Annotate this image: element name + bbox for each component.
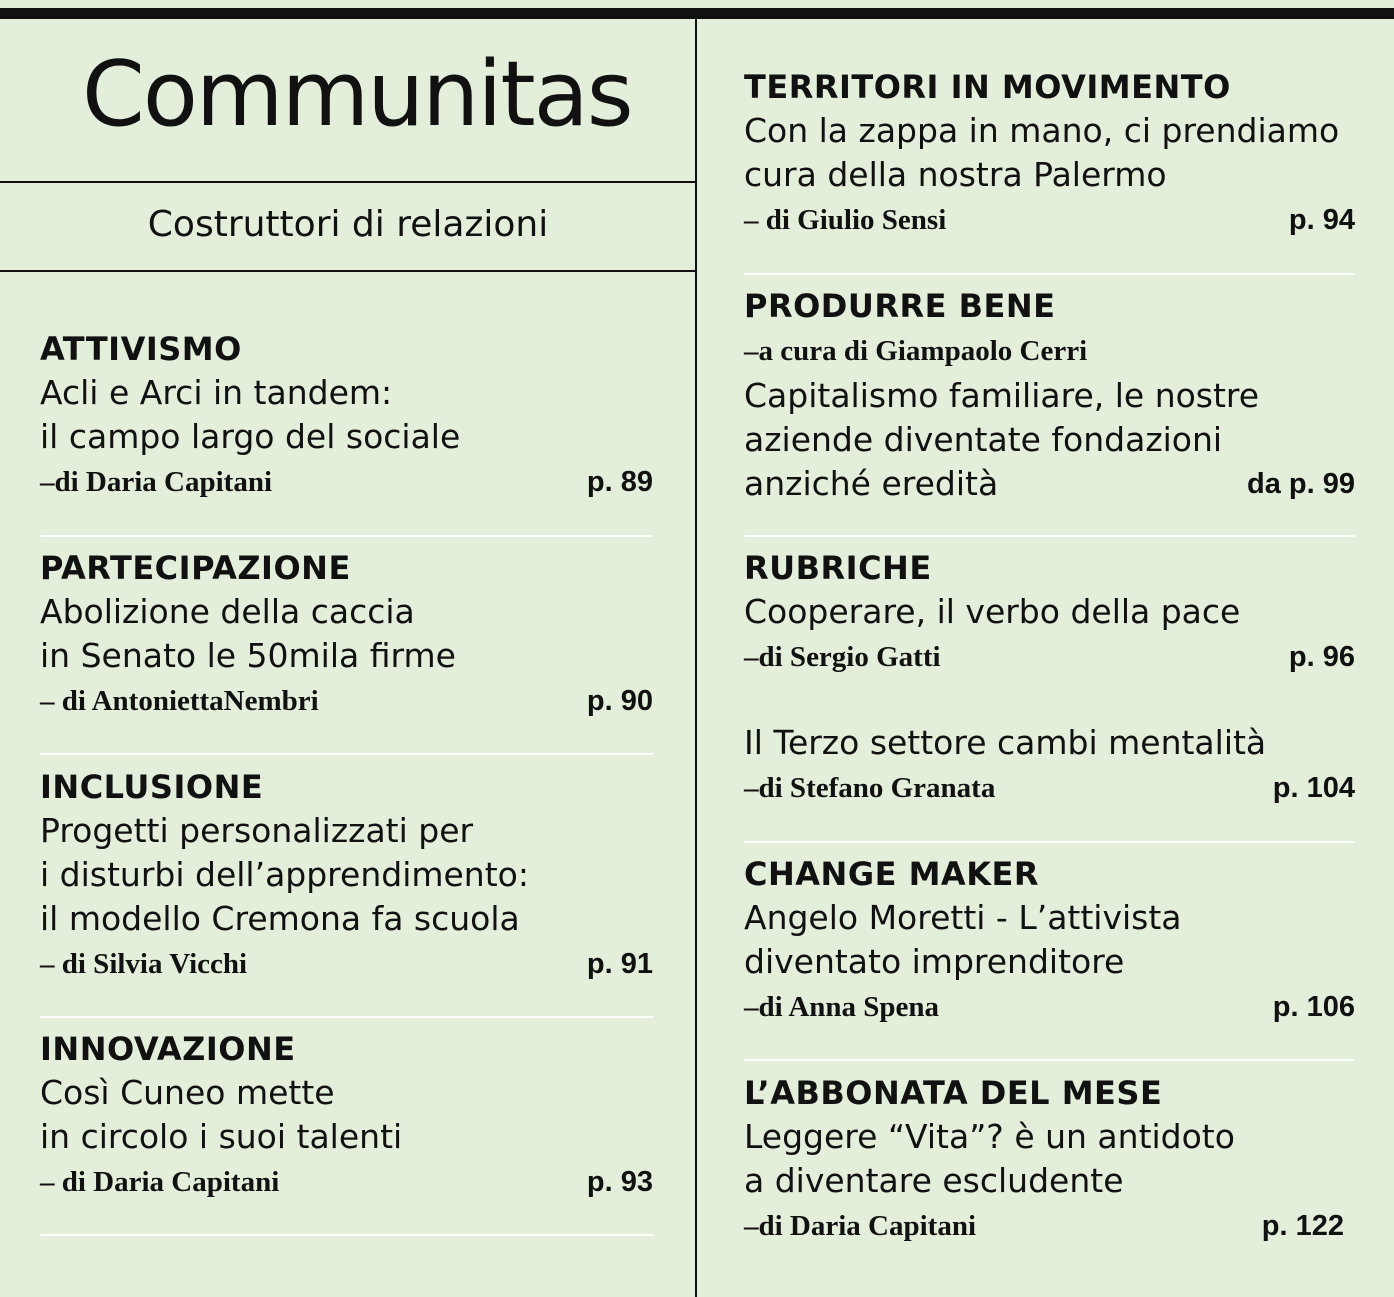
- entry-page: p. 94: [1288, 204, 1355, 236]
- entry-separator: [40, 1234, 653, 1236]
- entry-title: Capitalismo familiare, le nostre aziende diventate fondazioni anziché eredità: [744, 376, 1260, 503]
- entry-title: Progetti personalizzati per i disturbi dell’apprendimento: il modello Cremona fa scuola: [40, 811, 529, 938]
- entry-author: – di Giulio Sensi: [744, 204, 947, 236]
- entry-category: INCLUSIONE: [40, 768, 264, 806]
- toc-entry-rubriche[interactable]: [744, 546, 1355, 680]
- entry-title: Con la zappa in mano, ci prendiamo cura della nostra Palermo: [744, 111, 1340, 194]
- entry-author: –di Daria Capitani: [744, 1210, 977, 1242]
- section-subtitle: Costruttori di relazioni: [147, 204, 549, 245]
- toc-entry-inclusione[interactable]: [40, 765, 653, 987]
- entry-separator: [40, 753, 653, 755]
- entry-title: Abolizione della caccia in Senato le 50mila firme: [40, 592, 456, 675]
- entry-page: p. 90: [586, 685, 653, 717]
- brand-title: Communitas: [82, 42, 632, 147]
- entry-author: –di Daria Capitani: [40, 466, 273, 498]
- entry-category: ATTIVISMO: [40, 330, 242, 368]
- toc-entry-innovazione[interactable]: [40, 1027, 653, 1205]
- entry-category: RUBRICHE: [744, 549, 932, 587]
- toc-entry-territori-in-movimento[interactable]: [744, 65, 1355, 243]
- toc-entry-produrre-bene[interactable]: [744, 284, 1355, 506]
- entry-title: Acli e Arci in tandem: il campo largo del sociale: [40, 373, 461, 456]
- entry-separator: [744, 841, 1355, 843]
- entry-title: Cooperare, il verbo della pace: [744, 592, 1241, 631]
- entry-page: p. 89: [586, 466, 653, 498]
- entry-curator: –a cura di Giampaolo Cerri: [744, 335, 1088, 367]
- toc-entry-abbonata-del-mese[interactable]: [744, 1071, 1344, 1249]
- entry-separator: [40, 1016, 653, 1018]
- entry-separator: [744, 1059, 1355, 1061]
- entry-category: CHANGE MAKER: [744, 855, 1039, 893]
- entry-author: –di Stefano Granata: [744, 772, 996, 804]
- entry-category: TERRITORI IN MOVIMENTO: [744, 68, 1231, 106]
- entry-page: p. 91: [586, 948, 653, 980]
- entry-author: –di Anna Spena: [744, 991, 940, 1023]
- entry-page: p. 106: [1272, 991, 1355, 1023]
- header-rule-bottom: [0, 270, 696, 272]
- entry-title: Il Terzo settore cambi mentalità: [744, 723, 1267, 762]
- entry-author: –di Sergio Gatti: [744, 641, 941, 673]
- toc-entry-partecipazione[interactable]: [40, 546, 653, 724]
- header-rule-top: [0, 181, 696, 183]
- entry-category: PRODURRE BENE: [744, 287, 1056, 325]
- entry-page: p. 96: [1288, 641, 1355, 673]
- top-rule: [0, 8, 1394, 19]
- toc-entry-terzo-settore[interactable]: [744, 721, 1355, 811]
- entry-title: Leggere “Vita”? è un antidoto a diventare escludente: [744, 1117, 1235, 1200]
- entry-author: – di AntoniettaNembri: [40, 685, 319, 717]
- entry-category: PARTECIPAZIONE: [40, 549, 351, 587]
- entry-title: Così Cuneo mette in circolo i suoi talenti: [40, 1073, 403, 1156]
- toc-entry-change-maker[interactable]: [744, 852, 1355, 1030]
- entry-page: da p. 99: [1247, 468, 1355, 500]
- entry-separator: [40, 535, 653, 537]
- entry-page: p. 104: [1272, 772, 1355, 804]
- entry-separator: [744, 273, 1355, 275]
- toc-entry-attivismo[interactable]: [40, 327, 653, 505]
- entry-author: – di Daria Capitani: [40, 1166, 280, 1198]
- entry-page: p. 122: [1261, 1210, 1344, 1242]
- entry-category: INNOVAZIONE: [40, 1030, 296, 1068]
- entry-category: L’ABBONATA DEL MESE: [744, 1074, 1163, 1112]
- entry-title: Angelo Moretti - L’attivista diventato imprenditore: [744, 898, 1182, 981]
- entry-author: – di Silvia Vicchi: [40, 948, 248, 980]
- entry-page: p. 93: [586, 1166, 653, 1198]
- entry-separator: [744, 535, 1355, 537]
